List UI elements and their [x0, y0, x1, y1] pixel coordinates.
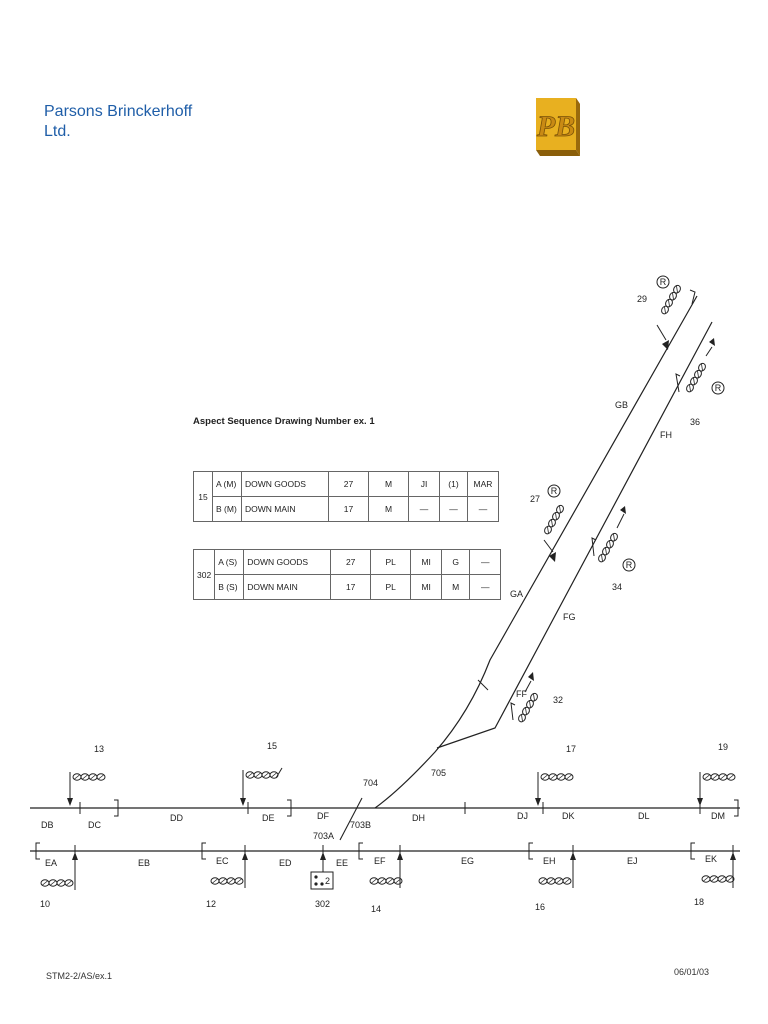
table-cell: —	[470, 550, 501, 575]
track-section-label: EA	[45, 858, 58, 868]
route-cell: B (S)	[215, 575, 244, 600]
signal-label: 18	[694, 897, 705, 907]
route-cell: A (S)	[215, 550, 244, 575]
track-section-label: DH	[412, 813, 425, 823]
route-indicator-34	[623, 559, 635, 571]
table-cell: JI	[409, 472, 440, 497]
drawing-title: Aspect Sequence Drawing Number ex. 1	[193, 416, 375, 427]
table-cell: M	[442, 575, 470, 600]
track-section-label: DL	[638, 811, 650, 821]
track-section-label: EG	[461, 856, 475, 866]
track-section-label: ED	[279, 858, 292, 868]
signal-34	[597, 532, 619, 563]
route-name-cell: DOWN MAIN	[242, 497, 329, 522]
points-label: 703A	[313, 831, 335, 841]
track-joints	[75, 680, 733, 857]
branch-goods-line	[375, 296, 697, 808]
table-cell: 17	[331, 575, 371, 600]
signal-labels	[40, 294, 728, 914]
track-section-label: EE	[336, 858, 349, 868]
svg-text:R: R	[625, 560, 633, 570]
signal-label: 27	[530, 494, 541, 504]
track-section-label: DE	[262, 813, 275, 823]
signal-34-post	[617, 506, 626, 528]
signal-number: 15	[194, 472, 213, 522]
table-cell: PL	[371, 550, 411, 575]
track-section-label: DM	[711, 811, 725, 821]
table-cell: —	[470, 575, 501, 600]
track-section-label: GA	[510, 589, 524, 599]
table-cell: —	[440, 497, 468, 522]
table-cell: (1)	[440, 472, 468, 497]
route-indicator-29	[657, 276, 669, 288]
signal-label: 15	[267, 741, 278, 751]
table-cell: 17	[329, 497, 369, 522]
svg-text:R: R	[659, 277, 667, 287]
track-section-label: DF	[317, 811, 329, 821]
route-cell: B (M)	[213, 497, 242, 522]
signal-label: 13	[94, 744, 105, 754]
company-name-line2: Ltd.	[44, 123, 71, 140]
track-section-label: DJ	[517, 811, 528, 821]
svg-text:R: R	[550, 486, 558, 496]
signal-17	[535, 772, 573, 806]
company-name-line1: Parsons Brinckerhoff	[44, 103, 193, 120]
signal-27-post	[544, 540, 556, 562]
track-section-label: FG	[563, 612, 576, 622]
track-section-label: FH	[660, 430, 672, 440]
signal-label: 36	[690, 417, 701, 427]
signal-label: 16	[535, 902, 546, 912]
signal-label: 14	[371, 904, 382, 914]
route-name-cell: DOWN GOODS	[244, 550, 331, 575]
table-cell: MAR	[468, 472, 499, 497]
signal-label: 302	[315, 899, 331, 909]
signal-29	[660, 284, 682, 315]
table-cell: MI	[411, 575, 442, 600]
signal-label: 17	[566, 744, 577, 754]
drawing-reference: STM2-2/AS/ex.1	[46, 971, 113, 981]
track-section-label: DB	[41, 820, 54, 830]
points-label: 705	[431, 768, 447, 778]
points-label: 703B	[350, 820, 372, 830]
track-section-labels	[41, 400, 725, 868]
route-indicator-27	[548, 485, 560, 497]
track-section-label: DK	[562, 811, 575, 821]
drawing-date: 06/01/03	[674, 967, 710, 977]
track-section-label: EK	[705, 854, 718, 864]
track-section-label: GB	[615, 400, 629, 410]
svg-text:R: R	[714, 383, 722, 393]
table-cell: —	[409, 497, 440, 522]
route-name-cell: DOWN GOODS	[242, 472, 329, 497]
route-name-cell: DOWN MAIN	[244, 575, 331, 600]
track-section-label: DC	[88, 820, 101, 830]
track-section-label: EJ	[627, 856, 638, 866]
signal-19	[697, 772, 735, 806]
route-indicator-36	[712, 382, 724, 394]
signal-302	[311, 852, 333, 889]
track-section-label: EC	[216, 856, 229, 866]
crossover-703	[340, 798, 362, 840]
signal-number: 302	[194, 550, 215, 600]
logo-text: PB	[536, 110, 576, 143]
table-cell: PL	[371, 575, 411, 600]
signal-label: 19	[718, 742, 729, 752]
track-section-label: DD	[170, 813, 183, 823]
signal-label: 29	[637, 294, 648, 304]
table-cell: M	[369, 497, 409, 522]
track-section-label: EF	[374, 856, 386, 866]
overlap-brackets	[36, 290, 738, 859]
signal-29-post	[657, 325, 669, 350]
shunt-signal-label: 2	[325, 876, 331, 886]
signal-27	[543, 504, 565, 535]
table-cell: —	[468, 497, 499, 522]
route-cell: A (M)	[213, 472, 242, 497]
track-section-label: EH	[543, 856, 556, 866]
table-cell: 27	[329, 472, 369, 497]
signal-label: 32	[553, 695, 564, 705]
signal-label: 34	[612, 582, 623, 592]
branch-main-line	[437, 322, 712, 748]
points-label: 704	[363, 778, 379, 788]
signal-label: 12	[206, 899, 217, 909]
table-cell: 27	[331, 550, 371, 575]
track-section-label: EB	[138, 858, 151, 868]
table-cell: MI	[411, 550, 442, 575]
signal-15	[240, 768, 282, 806]
signal-label: 10	[40, 899, 51, 909]
table-cell: M	[369, 472, 409, 497]
signal-13	[67, 772, 105, 806]
table-cell: G	[442, 550, 470, 575]
track-section-label: FF	[516, 689, 527, 699]
signal-36-post	[706, 338, 715, 356]
